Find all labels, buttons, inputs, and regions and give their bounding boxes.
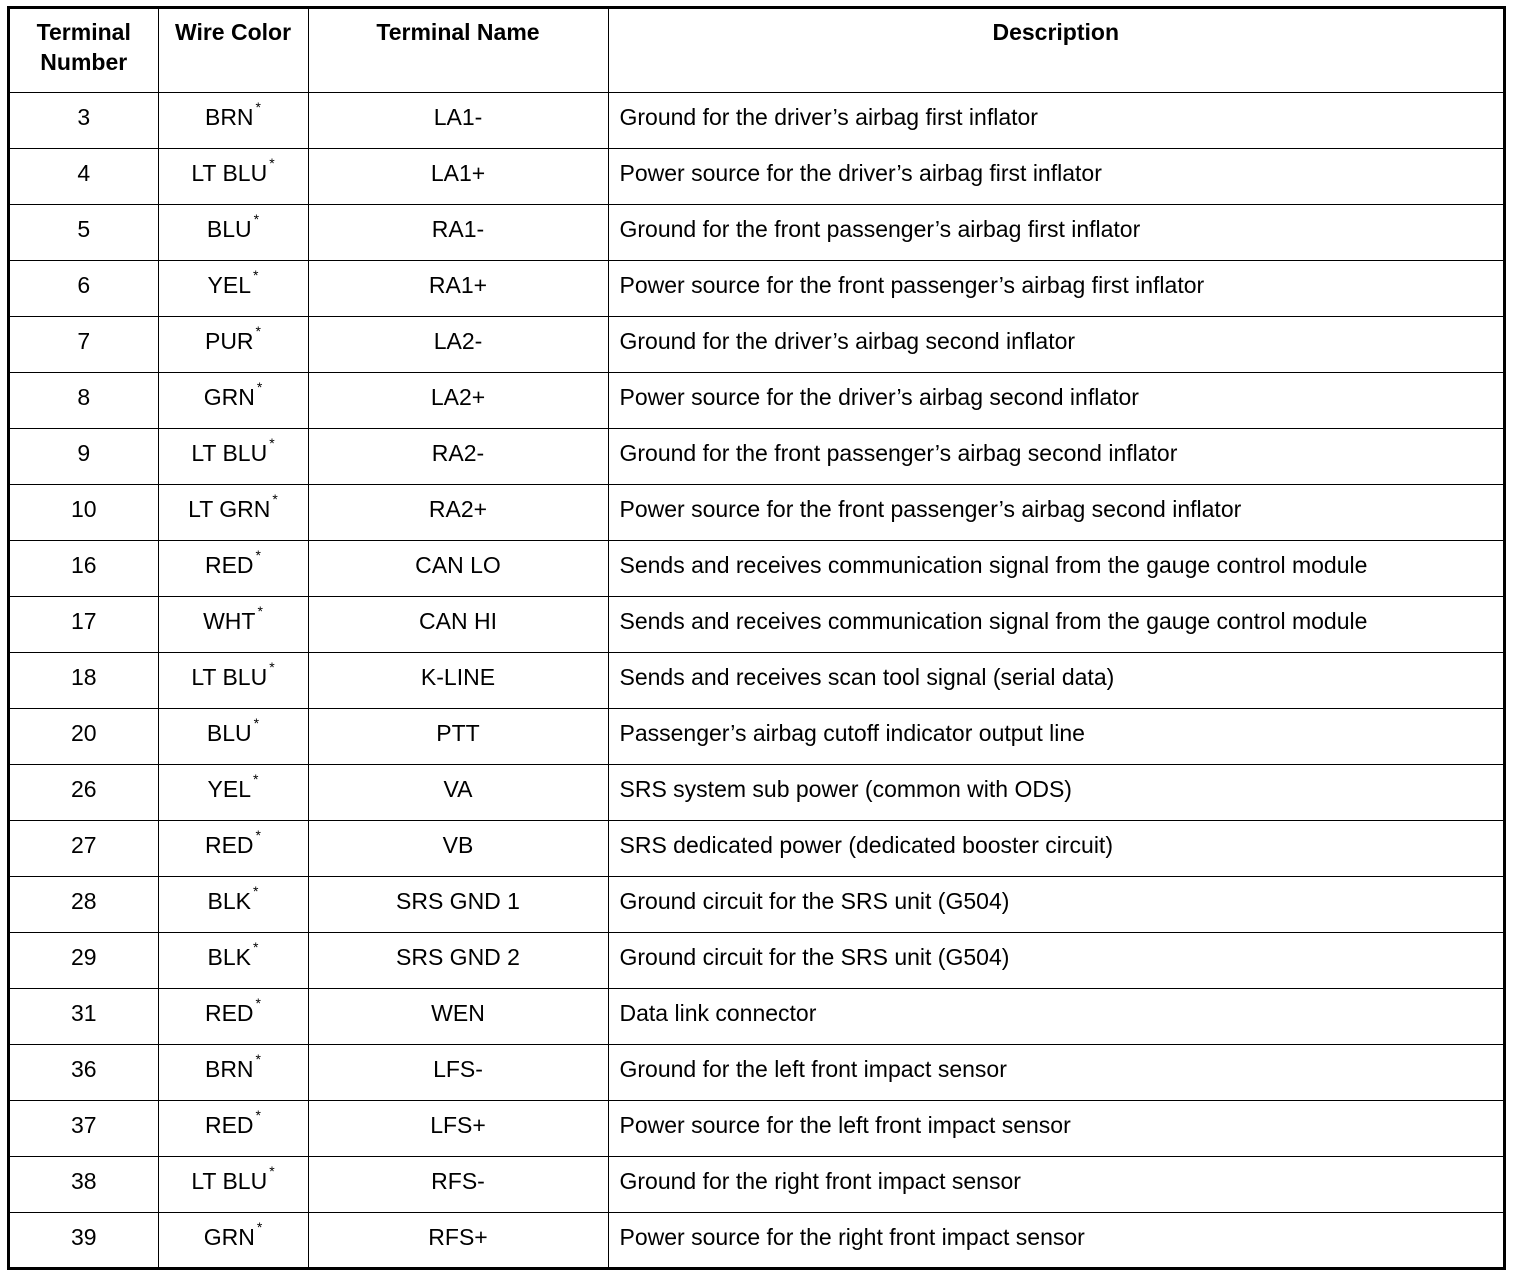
wire-color-text: WHT: [203, 607, 256, 634]
terminal-name-cell: CAN HI: [308, 596, 608, 652]
table-row: [10, 988, 1503, 1044]
footnote-marker: *: [269, 434, 275, 451]
wire-color-cell: [158, 204, 308, 260]
terminal-name-cell: SRS GND 1: [308, 876, 608, 932]
footnote-marker: *: [272, 490, 278, 507]
wire-color-text: RED: [204, 831, 254, 858]
terminal-name-cell: K-LINE: [308, 652, 608, 708]
footnote-marker: *: [269, 1162, 275, 1179]
description-cell: SRS system sub power (common with ODS): [608, 764, 1503, 820]
terminal-name-cell: LA2+: [308, 372, 608, 428]
terminal-name-cell: PTT: [308, 708, 608, 764]
footnote-marker: *: [255, 322, 261, 339]
wire-color-cell: [158, 596, 308, 652]
footnote-marker: *: [256, 1218, 263, 1235]
description-cell: Ground circuit for the SRS unit (G504): [608, 876, 1503, 932]
description-cell: SRS dedicated power (dedicated booster circuit): [608, 820, 1503, 876]
terminal-number-cell: 3: [10, 92, 158, 148]
wire-color-cell: [158, 1212, 308, 1268]
wire-color-cell: [158, 1044, 308, 1100]
description-cell: Data link connector: [608, 988, 1503, 1044]
terminal-name-cell: SRS GND 2: [308, 932, 608, 988]
footnote-marker: *: [255, 994, 261, 1011]
terminal-number-cell: 29: [10, 932, 158, 988]
table-row: [10, 1100, 1503, 1156]
table-row: [10, 204, 1503, 260]
footnote-marker: *: [255, 1106, 261, 1123]
description-cell: Sends and receives scan tool signal (serial data): [608, 652, 1503, 708]
table-row: [10, 596, 1503, 652]
wire-color-cell: [158, 372, 308, 428]
wire-color-cell: [158, 652, 308, 708]
terminal-number-cell: 26: [10, 764, 158, 820]
wire-color-text: GRN: [203, 383, 255, 410]
terminal-name-cell: RA2-: [308, 428, 608, 484]
description-cell: Ground for the front passenger’s airbag first inflator: [608, 204, 1503, 260]
terminal-name-cell: CAN LO: [308, 540, 608, 596]
description-cell: Passenger’s airbag cutoff indicator output line: [608, 708, 1503, 764]
wire-color-cell: [158, 708, 308, 764]
table-row: [10, 260, 1503, 316]
wire-color-cell: [158, 1156, 308, 1212]
wire-color-cell: [158, 484, 308, 540]
wire-color-text: PUR: [204, 327, 254, 354]
wire-color-cell: [158, 428, 308, 484]
wire-color-cell: [158, 92, 308, 148]
terminal-number-cell: 37: [10, 1100, 158, 1156]
terminal-name-cell: LFS-: [308, 1044, 608, 1100]
footnote-marker: *: [253, 882, 259, 899]
footnote-marker: *: [253, 714, 260, 731]
wire-color-cell: [158, 820, 308, 876]
wire-color-text: RED: [204, 999, 254, 1026]
description-cell: Ground for the right front impact sensor: [608, 1156, 1503, 1212]
table-row: [10, 708, 1503, 764]
description-cell: Ground for the driver’s airbag second inflator: [608, 316, 1503, 372]
terminal-number-cell: 31: [10, 988, 158, 1044]
description-cell: Ground for the left front impact sensor: [608, 1044, 1503, 1100]
terminal-number-cell: 27: [10, 820, 158, 876]
header-terminal-number: Terminal Number: [10, 9, 158, 92]
wire-color-text: BRN: [204, 103, 254, 130]
footnote-marker: *: [255, 826, 261, 843]
wire-color-cell: [158, 148, 308, 204]
table-row: [10, 1212, 1503, 1268]
table-row: [10, 652, 1503, 708]
terminal-name-cell: RA2+: [308, 484, 608, 540]
description-cell: Ground for the front passenger’s airbag second inflator: [608, 428, 1503, 484]
wire-color-cell: [158, 876, 308, 932]
description-cell: Sends and receives communication signal from the gauge control module: [608, 540, 1503, 596]
terminal-number-cell: 4: [10, 148, 158, 204]
terminal-number-cell: 7: [10, 316, 158, 372]
terminal-number-cell: 38: [10, 1156, 158, 1212]
description-cell: Power source for the driver’s airbag second inflator: [608, 372, 1503, 428]
wire-color-cell: [158, 988, 308, 1044]
wire-color-text: BLU: [206, 215, 252, 242]
wire-color-cell: [158, 764, 308, 820]
footnote-marker: *: [253, 938, 259, 955]
terminal-name-cell: LA2-: [308, 316, 608, 372]
wire-color-text: LT BLU: [191, 663, 268, 690]
terminal-name-cell: LA1-: [308, 92, 608, 148]
wire-color-cell: [158, 932, 308, 988]
table-row: [10, 820, 1503, 876]
description-cell: Sends and receives communication signal from the gauge control module: [608, 596, 1503, 652]
footnote-marker: *: [253, 770, 259, 787]
table-row: [10, 764, 1503, 820]
table-row: [10, 92, 1503, 148]
description-cell: Power source for the front passenger’s airbag first inflator: [608, 260, 1503, 316]
terminal-number-cell: 28: [10, 876, 158, 932]
footnote-marker: *: [256, 378, 263, 395]
header-wire-color: Wire Color: [158, 9, 308, 92]
description-cell: Power source for the driver’s airbag first inflator: [608, 148, 1503, 204]
table-row: [10, 484, 1503, 540]
terminal-number-cell: 17: [10, 596, 158, 652]
footnote-marker: *: [253, 210, 260, 227]
table-row: [10, 876, 1503, 932]
table-body: [10, 92, 1503, 1268]
footnote-marker: *: [255, 98, 261, 115]
terminal-number-cell: 39: [10, 1212, 158, 1268]
wire-color-cell: [158, 540, 308, 596]
table-row: [10, 316, 1503, 372]
table-row: [10, 1044, 1503, 1100]
terminal-number-cell: 20: [10, 708, 158, 764]
header-description: Description: [608, 9, 1503, 92]
table-row: [10, 372, 1503, 428]
footnote-marker: *: [255, 1050, 261, 1067]
wire-color-text: RED: [204, 1111, 254, 1138]
wire-color-cell: [158, 316, 308, 372]
table-row: [10, 1156, 1503, 1212]
terminal-name-cell: LFS+: [308, 1100, 608, 1156]
terminal-name-cell: RA1+: [308, 260, 608, 316]
description-cell: Ground circuit for the SRS unit (G504): [608, 932, 1503, 988]
terminal-name-cell: RFS+: [308, 1212, 608, 1268]
wire-color-text: LT BLU: [191, 439, 268, 466]
terminal-number-cell: 16: [10, 540, 158, 596]
terminal-table-container: [7, 6, 1506, 1270]
table-row: [10, 148, 1503, 204]
wire-color-cell: [158, 260, 308, 316]
header-row: [10, 9, 1503, 92]
description-cell: Power source for the front passenger’s airbag second inflator: [608, 484, 1503, 540]
terminal-number-cell: 8: [10, 372, 158, 428]
terminal-number-cell: 36: [10, 1044, 158, 1100]
wire-color-text: BLU: [206, 719, 252, 746]
terminal-name-cell: RFS-: [308, 1156, 608, 1212]
footnote-marker: *: [269, 154, 275, 171]
terminal-table: [10, 9, 1503, 1268]
wire-color-text: RED: [204, 551, 254, 578]
terminal-name-cell: VA: [308, 764, 608, 820]
terminal-number-cell: 9: [10, 428, 158, 484]
footnote-marker: *: [253, 266, 259, 283]
wire-color-text: BLK: [207, 887, 252, 914]
footnote-marker: *: [269, 658, 275, 675]
wire-color-text: BRN: [204, 1055, 254, 1082]
terminal-number-cell: 18: [10, 652, 158, 708]
footnote-marker: *: [257, 602, 263, 619]
terminal-name-cell: WEN: [308, 988, 608, 1044]
wire-color-text: BLK: [207, 943, 252, 970]
wire-color-text: LT BLU: [191, 159, 268, 186]
wire-color-text: GRN: [203, 1223, 255, 1250]
terminal-name-cell: VB: [308, 820, 608, 876]
table-row: [10, 428, 1503, 484]
header-terminal-name: Terminal Name: [308, 9, 608, 92]
table-row: [10, 932, 1503, 988]
wire-color-text: LT GRN: [188, 495, 271, 522]
terminal-number-cell: 10: [10, 484, 158, 540]
wire-color-text: YEL: [207, 775, 252, 802]
terminal-number-cell: 5: [10, 204, 158, 260]
wire-color-text: LT BLU: [191, 1167, 268, 1194]
description-cell: Power source for the right front impact sensor: [608, 1212, 1503, 1268]
terminal-name-cell: LA1+: [308, 148, 608, 204]
table-row: [10, 540, 1503, 596]
terminal-number-cell: 6: [10, 260, 158, 316]
wire-color-cell: [158, 1100, 308, 1156]
footnote-marker: *: [255, 546, 261, 563]
wire-color-text: YEL: [207, 271, 252, 298]
description-cell: Ground for the driver’s airbag first inflator: [608, 92, 1503, 148]
description-cell: Power source for the left front impact sensor: [608, 1100, 1503, 1156]
terminal-name-cell: RA1-: [308, 204, 608, 260]
